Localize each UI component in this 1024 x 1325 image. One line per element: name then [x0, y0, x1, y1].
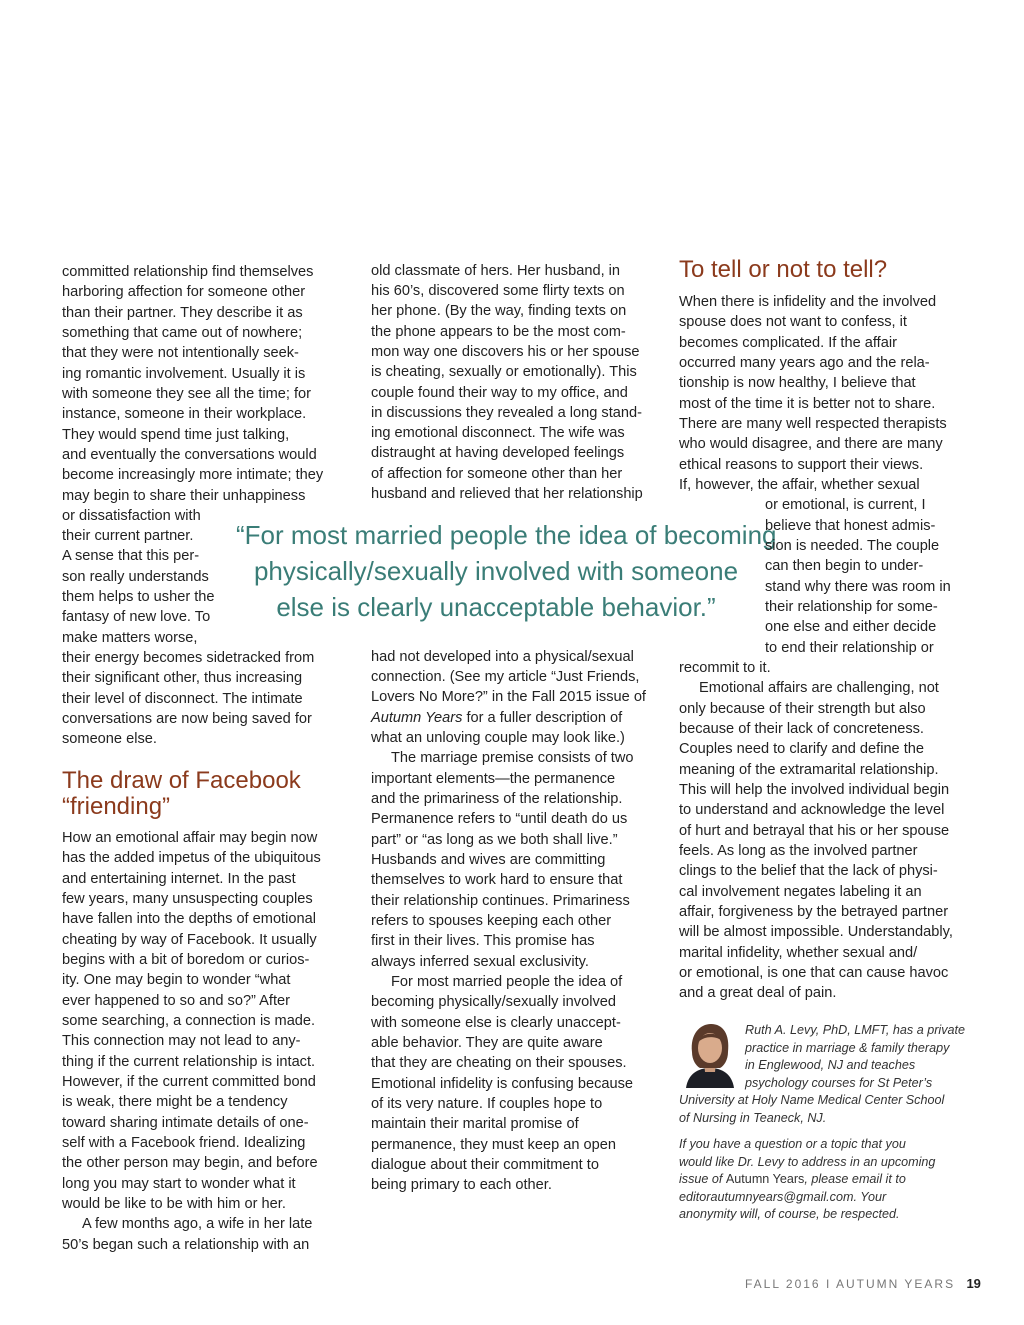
body-line: or emotional, is current, I — [765, 497, 926, 513]
bio-line: of Nursing in Teaneck, NJ. — [679, 1111, 827, 1125]
bio-line: Ruth A. Levy, PhD, LMFT, has a private — [745, 1023, 966, 1037]
body-line: some searching, a connection is made. — [62, 1013, 316, 1029]
body-line: This will help the involved individual begin — [679, 782, 950, 798]
body-line: There are many well respected therapists — [679, 416, 947, 432]
pull-quote-line: “For most married people the idea of becoming — [236, 520, 777, 550]
body-line: However, if the current committed bond — [62, 1074, 316, 1090]
body-line: and a great deal of pain. — [679, 985, 837, 1001]
body-line: have fallen into the depths of emotional — [62, 911, 316, 927]
magazine-title: Autumn Years — [725, 1172, 805, 1186]
body-line: old classmate of hers. Her husband, in — [371, 263, 621, 279]
body-line: or dissatisfaction with — [62, 508, 201, 524]
body-line: Emotional affairs are challenging, not — [699, 680, 939, 696]
section-heading: The draw of Facebook — [62, 767, 301, 794]
body-line: marital infidelity, whether sexual and/ — [679, 945, 918, 961]
body-line: most of the time it is better not to share. — [679, 396, 936, 412]
footer-separator: I — [825, 1277, 832, 1291]
pull-quote-line: physically/sexually involved with someone — [253, 556, 739, 586]
body-line: For most married people the idea of — [391, 974, 623, 990]
body-line: becomes complicated. If the affair — [679, 335, 897, 351]
body-line: committed relationship find themselves — [62, 264, 314, 280]
body-line: in discussions they revealed a long stand- — [371, 405, 642, 421]
body-line: harboring affection for someone other — [62, 284, 306, 300]
body-line: instance, someone in their workplace. — [62, 406, 307, 422]
body-line: with someone else is clearly unaccept- — [371, 1015, 621, 1031]
body-line: Lovers No More?” in the Fall 2015 issue of — [371, 689, 646, 705]
body-line: with someone they see all the time; for — [62, 386, 312, 402]
body-line: and the primariness of the relationship. — [371, 791, 623, 807]
contact-text: issue of — [679, 1172, 723, 1186]
body-line: to end their relationship or — [765, 640, 934, 656]
body-line: important elements—the permanence — [371, 771, 616, 787]
bio-line: psychology courses for St Peter’s — [745, 1076, 933, 1090]
body-line: become increasingly more intimate; they — [62, 467, 324, 483]
body-line: may begin to share their unhappiness — [62, 488, 306, 504]
body-line: mon way one discovers his or her spouse — [371, 344, 640, 360]
body-line: begins with a bit of boredom or curios- — [62, 952, 310, 968]
body-line: cal involvement negates labeling it an — [679, 884, 922, 900]
body-line: his 60’s, discovered some flirty texts on — [371, 283, 625, 299]
body-line: toward sharing intimate details of one- — [62, 1115, 309, 1131]
contact-line: anonymity will, of course, be respected. — [679, 1207, 900, 1221]
body-line: had not developed into a physical/sexual — [371, 649, 634, 665]
body-line: make matters worse, — [62, 630, 198, 646]
author-photo — [680, 1020, 740, 1088]
body-line: the other person may begin, and before — [62, 1155, 318, 1171]
body-line: being primary to each other. — [371, 1177, 552, 1193]
body-line: Couples need to clarify and define the — [679, 741, 925, 757]
body-line: their relationship for some- — [765, 599, 938, 615]
body-line: of affection for someone other than her — [371, 466, 623, 482]
body-line: couple found their way to my office, and — [371, 385, 628, 401]
body-line: conversations are now being saved for — [62, 711, 312, 727]
body-line: the phone appears to be the most com- — [371, 324, 626, 340]
contact-line — [679, 1171, 906, 1189]
body-line: recommit to it. — [679, 660, 771, 676]
page-number: 19 — [966, 1276, 981, 1291]
body-line: thing if the current relationship is intact. — [62, 1054, 316, 1070]
body-line: themselves to work hard to ensure that — [371, 872, 623, 888]
body-line: A few months ago, a wife in her late — [82, 1216, 313, 1232]
body-line: their relationship continues. Primariness — [371, 893, 630, 909]
body-line: only because of their strength but also — [679, 701, 926, 717]
body-line: This connection may not lead to any- — [62, 1033, 301, 1049]
pull-quote-line: else is clearly unacceptable behavior.” — [276, 592, 716, 622]
body-line: They would spend time just talking, — [62, 427, 290, 443]
body-line: spouse does not want to confess, it — [679, 314, 907, 330]
body-line: connection. (See my article “Just Friends, — [371, 669, 640, 685]
body-line: their level of disconnect. The intimate — [62, 691, 303, 707]
body-line: meaning of the extramarital relationship. — [679, 762, 939, 778]
body-line: long you may start to wonder what it — [62, 1176, 296, 1192]
body-line: always inferred sexual exclusivity. — [371, 954, 589, 970]
body-line: them helps to usher the — [62, 589, 215, 605]
body-line: believe that honest admis- — [765, 518, 936, 534]
body-line: her phone. (By the way, finding texts on — [371, 303, 627, 319]
body-line: their current partner. — [62, 528, 194, 544]
body-line: Husbands and wives are committing — [371, 852, 606, 868]
body-line: ing emotional disconnect. The wife was — [371, 425, 625, 441]
body-line: something that came out of nowhere; — [62, 325, 303, 341]
section-heading: “friending” — [62, 793, 171, 820]
body-line: will be almost impossible. Understandably, — [679, 924, 953, 940]
body-line: dialogue about their commitment to — [371, 1157, 599, 1173]
body-line: permanence, they must keep an open — [371, 1137, 617, 1153]
body-line: A sense that this per- — [62, 548, 200, 564]
body-line: 50’s began such a relationship with an — [62, 1237, 310, 1253]
body-line: If, however, the affair, whether sexual — [679, 477, 920, 493]
body-line-rest: for a fuller description of — [466, 710, 623, 726]
footer-magazine: AUTUMN YEARS — [835, 1277, 956, 1291]
body-line: distraught at having developed feelings — [371, 445, 625, 461]
body-line: few years, many unsuspecting couples — [62, 891, 313, 907]
page-footer — [745, 1276, 981, 1291]
body-line: able behavior. They are quite aware — [371, 1035, 603, 1051]
bio-line: practice in marriage & family therapy — [745, 1041, 950, 1055]
body-line: husband and relieved that her relationship — [371, 486, 643, 502]
body-line: How an emotional affair may begin now — [62, 830, 318, 846]
contact-line: If you have a question or a topic that you — [679, 1137, 906, 1151]
body-line: The marriage premise consists of two — [391, 750, 634, 766]
footer-issue: FALL 2016 — [745, 1277, 821, 1291]
body-line: and entertaining internet. In the past — [62, 871, 296, 887]
body-line: fantasy of new love. To — [62, 609, 211, 625]
body-line: of hurt and betrayal that his or her spouse — [679, 823, 950, 839]
body-line: can then begin to under- — [765, 558, 924, 574]
body-line: of its very nature. If couples hope to — [371, 1096, 603, 1112]
body-line: refers to spouses keeping each other — [371, 913, 612, 929]
bio-line: University at Holy Name Medical Center School — [679, 1093, 945, 1107]
body-line: feels. As long as the involved partner — [679, 843, 918, 859]
body-line: self with a Facebook friend. Idealizing — [62, 1135, 306, 1151]
body-line: son really understands — [62, 569, 209, 585]
body-line: or emotional, is one that can cause havoc — [679, 965, 949, 981]
body-line: is cheating, sexually or emotionally). This — [371, 364, 637, 380]
body-line: ethical reasons to support their views. — [679, 457, 924, 473]
body-line: When there is infidelity and the involved — [679, 294, 937, 310]
body-line: would be like to be with him or her. — [62, 1196, 286, 1212]
body-line: what an unloving couple may look like.) — [371, 730, 625, 746]
body-line: Permanence refers to “until death do us — [371, 811, 628, 827]
body-line: ing romantic involvement. Usually it is — [62, 366, 306, 382]
body-line: because of their lack of concreteness. — [679, 721, 924, 737]
bio-line: in Englewood, NJ and teaches — [745, 1058, 916, 1072]
contact-email: editorautumnyears@gmail.com. Your — [679, 1190, 887, 1204]
body-line: that they are cheating on their spouses. — [371, 1055, 627, 1071]
body-line — [371, 708, 622, 728]
body-line: sion is needed. The couple — [765, 538, 940, 554]
section-heading: To tell or not to tell? — [679, 256, 888, 283]
body-line: tionship is now healthy, I believe that — [679, 375, 916, 391]
body-line: than their partner. They describe it as — [62, 305, 303, 321]
contact-line: would like Dr. Levy to address in an upcoming — [679, 1155, 936, 1169]
body-line: to understand and acknowledge the level — [679, 802, 945, 818]
body-line: someone else. — [62, 731, 157, 747]
body-line: is weak, there might be a tendency — [62, 1094, 288, 1110]
body-line: who would disagree, and there are many — [679, 436, 943, 452]
contact-text: , please email it to — [804, 1172, 906, 1186]
body-line: their energy becomes sidetracked from — [62, 650, 315, 666]
body-line: occurred many years ago and the rela- — [679, 355, 930, 371]
body-line: has the added impetus of the ubiquitous — [62, 850, 321, 866]
body-line: Emotional infidelity is confusing because — [371, 1076, 634, 1092]
body-line: that they were not intentionally seek- — [62, 345, 299, 361]
body-line: maintain their marital promise of — [371, 1116, 579, 1132]
body-line: cheating by way of Facebook. It usually — [62, 932, 317, 948]
body-line: becoming physically/sexually involved — [371, 994, 616, 1010]
body-line: affair, forgiveness by the betrayed partner — [679, 904, 949, 920]
body-line: ity. One may begin to wonder “what — [62, 972, 291, 988]
body-line: one else and either decide — [765, 619, 937, 635]
body-line: their significant other, thus increasing — [62, 670, 303, 686]
body-line: clings to the belief that the lack of physi- — [679, 863, 938, 879]
body-line: stand why there was room in — [765, 579, 951, 595]
body-line: ever happened to so and so?” After — [62, 993, 290, 1009]
magazine-title: Autumn Years — [371, 710, 463, 726]
body-line: part” or “as long as we both shall live.” — [371, 832, 618, 848]
body-line: and eventually the conversations would — [62, 447, 317, 463]
body-line: first in their lives. This promise has — [371, 933, 595, 949]
